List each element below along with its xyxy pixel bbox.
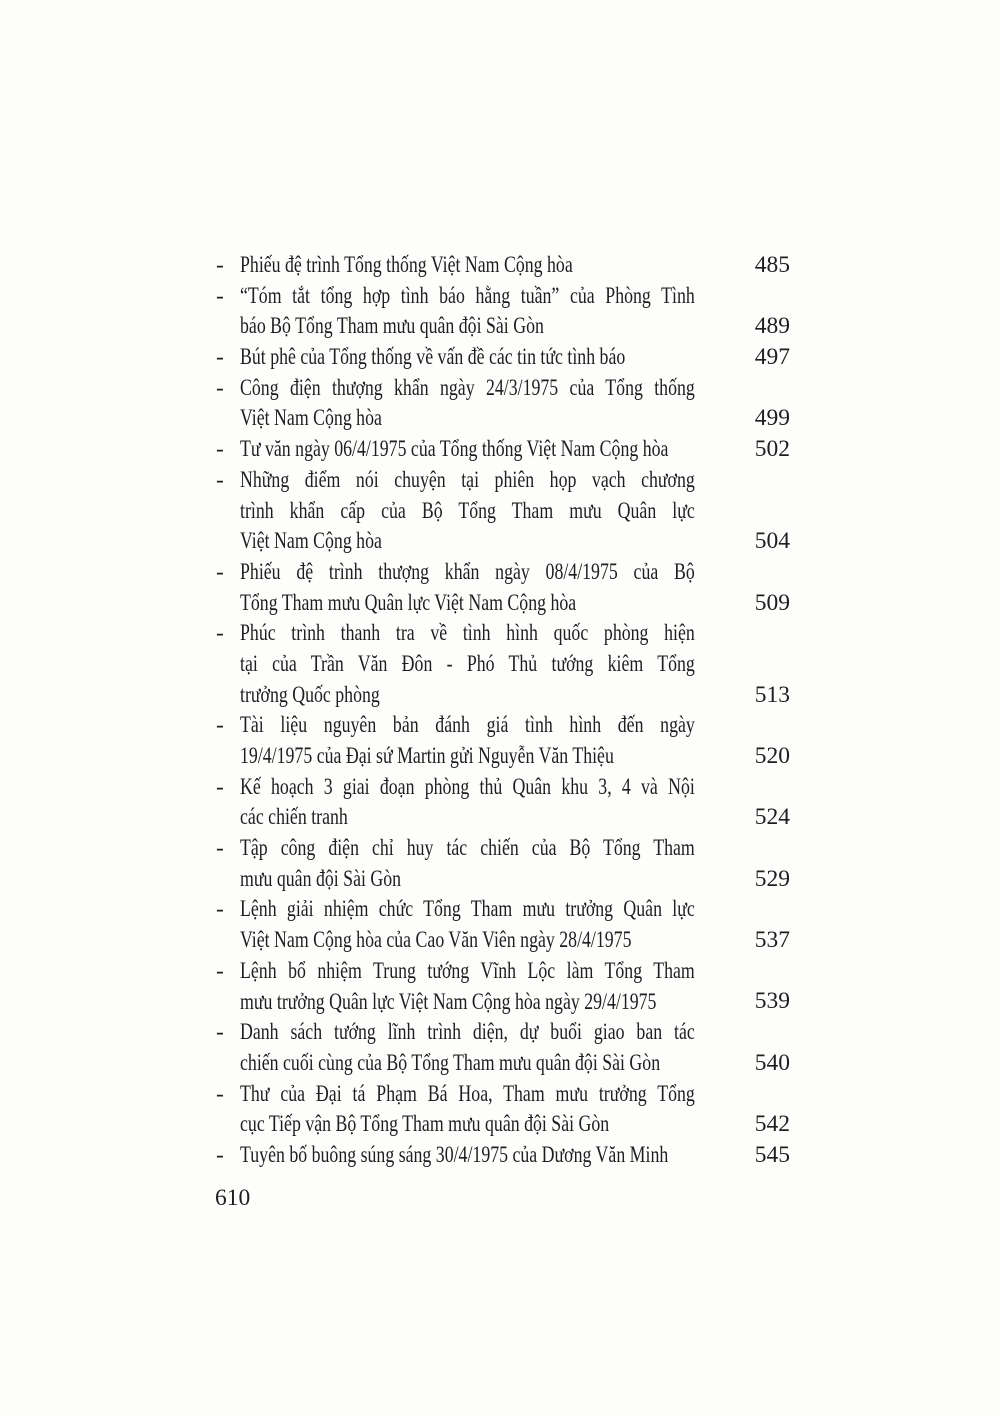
toc-entry-line: Thư của Đại tá Phạm Bá Hoa, Tham mưu trưởng Tổng xyxy=(240,1080,695,1107)
dash-bullet: - xyxy=(216,344,224,371)
toc-entry xyxy=(215,373,790,434)
toc-page-number: 520 xyxy=(754,742,790,769)
toc-entry xyxy=(215,465,790,557)
dash-bullet: - xyxy=(216,1019,224,1046)
dash-bullet: - xyxy=(216,1141,224,1168)
toc-entry-line: Phúc trình thanh tra về tình hình quốc phòng hiện xyxy=(240,620,695,647)
dash-bullet: - xyxy=(216,466,224,493)
toc-entry-line: trưởng Quốc phòng xyxy=(240,681,380,708)
toc-entry xyxy=(215,618,790,710)
toc-entry xyxy=(215,1140,790,1171)
dash-bullet: - xyxy=(216,374,224,401)
toc-entry xyxy=(215,557,790,618)
toc-entry-line: Tư văn ngày 06/4/1975 của Tổng thống Việt Nam Cộng hòa xyxy=(240,436,669,463)
toc-entry xyxy=(215,250,790,281)
toc-page-number: 529 xyxy=(754,865,790,892)
toc-entry xyxy=(215,956,790,1017)
toc-page-number: 489 xyxy=(754,313,790,340)
toc-entry-line: Việt Nam Cộng hòa của Cao Văn Viên ngày 28/4/1975 xyxy=(240,927,632,954)
toc-entry-line: Bút phê của Tổng thống về vấn đề các tin tức tình báo xyxy=(240,344,626,371)
toc-entry xyxy=(215,833,790,894)
toc-entry-line: Việt Nam Cộng hòa xyxy=(240,528,382,555)
toc-entry-line: Danh sách tướng lĩnh trình diện, dự buổi giao ban tác xyxy=(240,1019,695,1046)
toc-page-number: 504 xyxy=(754,528,790,555)
toc-entry-line: mưu trưởng Quân lực Việt Nam Cộng hòa ngày 29/4/1975 xyxy=(240,988,657,1015)
folio-page-number: 610 xyxy=(215,1185,251,1211)
dash-bullet: - xyxy=(216,620,224,647)
toc-entry-line: Công điện thượng khẩn ngày 24/3/1975 của Tổng thống xyxy=(240,374,695,401)
toc-entry-line: 19/4/1975 của Đại sứ Martin gửi Nguyễn Văn Thiệu xyxy=(240,743,614,769)
toc-entry-line: Tập công điện chỉ huy tác chiến của Bộ Tổng Tham xyxy=(240,835,695,862)
toc-entry-line: Phiếu đệ trình thượng khẩn ngày 08/4/1975 của Bộ xyxy=(240,558,695,585)
dash-bullet: - xyxy=(216,252,224,278)
toc-page-number: 545 xyxy=(754,1141,790,1168)
toc-list xyxy=(215,250,790,1171)
toc-page-number: 502 xyxy=(754,436,790,463)
toc-entry xyxy=(215,434,790,465)
dash-bullet: - xyxy=(216,436,224,463)
toc-page-number: 513 xyxy=(754,681,790,708)
toc-entry-line: Tổng Tham mưu Quân lực Việt Nam Cộng hòa xyxy=(240,589,577,616)
toc-entry-line: báo Bộ Tổng Tham mưu quân đội Sài Gòn xyxy=(240,313,544,340)
toc-entry-line: Phiếu đệ trình Tổng thống Việt Nam Cộng hòa xyxy=(240,252,573,278)
toc-page-number: 542 xyxy=(754,1111,790,1138)
dash-bullet: - xyxy=(216,282,224,309)
toc-page-number: 509 xyxy=(754,589,790,616)
toc-page-number: 497 xyxy=(754,344,790,371)
toc-entry xyxy=(215,1017,790,1078)
toc-entry xyxy=(215,342,790,373)
toc-entry xyxy=(215,281,790,342)
dash-bullet: - xyxy=(216,773,224,800)
toc-page-number: 499 xyxy=(754,405,790,432)
toc-entry-line: chiến cuối cùng của Bộ Tổng Tham mưu quân đội Sài Gòn xyxy=(240,1049,661,1076)
dash-bullet: - xyxy=(216,957,224,984)
toc-page-number: 539 xyxy=(754,988,790,1015)
dash-bullet: - xyxy=(216,712,224,739)
toc-entry-line: cục Tiếp vận Bộ Tổng Tham mưu quân đội Sài Gòn xyxy=(240,1111,610,1138)
toc-entry-line: Những điểm nói chuyện tại phiên họp vạch chương xyxy=(240,466,695,493)
toc-entry-line: Kế hoạch 3 giai đoạn phòng thủ Quân khu 3, 4 và Nội xyxy=(240,773,695,800)
toc-entry-line: Việt Nam Cộng hòa xyxy=(240,405,382,432)
toc-entry-line: Tài liệu nguyên bản đánh giá tình hình đến ngày xyxy=(240,712,695,739)
toc-entry-line: Tuyên bố buông súng sáng 30/4/1975 của Dương Văn Minh xyxy=(240,1141,669,1168)
toc-entry xyxy=(215,1079,790,1140)
dash-bullet: - xyxy=(216,835,224,862)
toc-entry-line: các chiến tranh xyxy=(240,804,348,831)
toc-entry xyxy=(215,894,790,955)
dash-bullet: - xyxy=(216,1080,224,1107)
toc-page-number: 537 xyxy=(754,927,790,954)
dash-bullet: - xyxy=(216,896,224,923)
toc-entry xyxy=(215,772,790,833)
toc-entry-line: “Tóm tắt tổng hợp tình báo hằng tuần” của Phòng Tình xyxy=(240,282,695,309)
toc-entry-line: mưu quân đội Sài Gòn xyxy=(240,865,402,892)
toc-entry-line: Lệnh giải nhiệm chức Tổng Tham mưu trưởng Quân lực xyxy=(240,896,695,923)
toc-entry-line: tại của Trần Văn Đôn - Phó Thủ tướng kiêm Tổng xyxy=(240,650,695,677)
toc-page-number: 485 xyxy=(754,251,790,278)
toc-entry-line: Lệnh bổ nhiệm Trung tướng Vĩnh Lộc làm Tổng Tham xyxy=(240,957,695,984)
toc-page-number: 524 xyxy=(754,804,790,831)
toc-entry-line: trình khẩn cấp của Bộ Tổng Tham mưu Quân lực xyxy=(240,497,695,524)
toc-page-number: 540 xyxy=(754,1049,790,1076)
toc-entry xyxy=(215,710,790,771)
dash-bullet: - xyxy=(216,558,224,585)
